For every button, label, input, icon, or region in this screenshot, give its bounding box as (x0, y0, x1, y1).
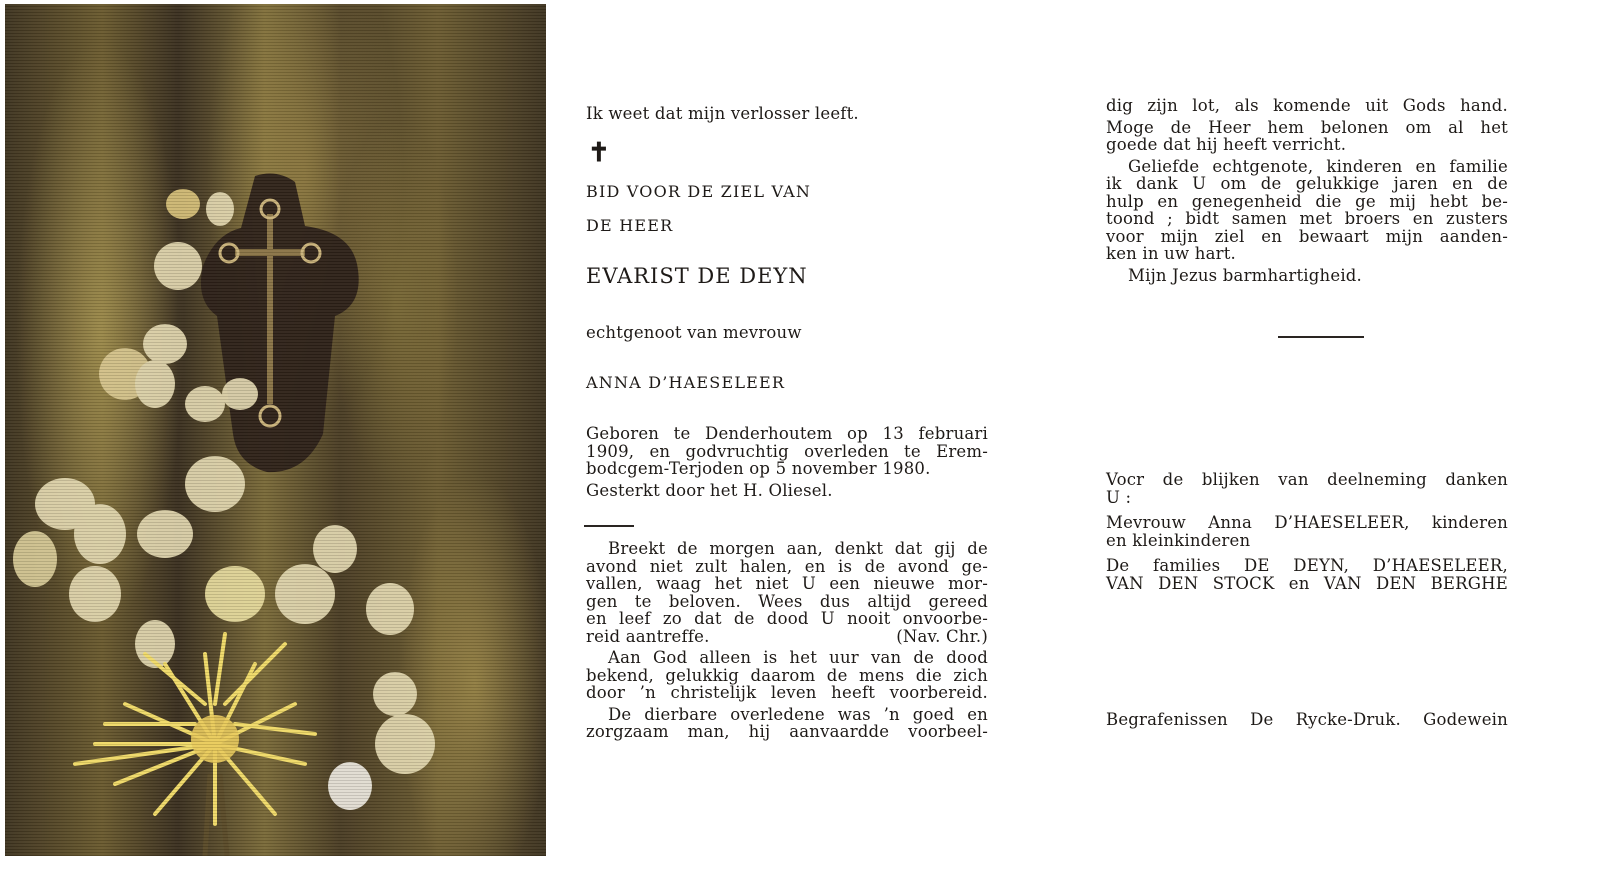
biography (586, 425, 988, 499)
thanks-line: U : (1106, 487, 1132, 507)
prayer-line: BID VOOR DE ZIEL VAN (586, 182, 812, 201)
verse-line: zorgzaam man, hij aanvaardde voorbeel- (586, 722, 988, 741)
printer-credit: Begrafenissen De Rycke-Druk. Godewein (1106, 710, 1508, 729)
verse-line: door ’n christelijk leven heeft voorbereid. (586, 683, 988, 702)
family-line: VAN DEN STOCK en VAN DEN BERGHE (1106, 573, 1508, 593)
farewell-line: Geliefde echtgenote, kinderen en familie (1128, 156, 1508, 176)
divider-rule (584, 525, 634, 527)
sacrament-line: Gesterkt door het H. Oliesel. (586, 480, 833, 500)
verse-line: reid aantreffe. (586, 626, 710, 646)
cross-icon: ✝ (588, 138, 610, 168)
verse-line: vallen, waag het niet U een nieuwe mor- (586, 574, 988, 593)
invocation: Mijn Jezus barmhartigheid. (1128, 265, 1363, 285)
farewell-line: voor mijn ziel en bewaart mijn aanden- (1106, 226, 1508, 246)
epigraph: Ik weet dat mijn verlosser leeft. (586, 104, 859, 123)
family-line: en kleinkinderen (1106, 530, 1251, 550)
title-line: DE HEER (586, 216, 674, 235)
family-line: Mevrouw Anna D’HAESELEER, kinderen (1106, 513, 1508, 532)
verse-line: De dierbare overledene was ’n goed en (608, 704, 988, 724)
closing-text (1106, 97, 1508, 284)
family-line: De families DE DEYN, D’HAESELEER, (1106, 556, 1508, 575)
farewell-line: toond ; bidt samen met broers en zusters (1106, 209, 1508, 228)
flower-stem (205, 774, 227, 856)
verse-line: Breekt de morgen aan, denkt dat gij de (608, 539, 988, 558)
verse-line: en leef zo dat de dood U nooit onvoorbe- (586, 609, 988, 628)
acknowledgements (1106, 471, 1508, 592)
honesty-seed-pods (13, 189, 435, 810)
thanks-line: Vocr de blijken van deelneming danken (1106, 470, 1508, 489)
memorial-photo (5, 4, 546, 856)
photo-illustration (5, 4, 546, 856)
verse-source: (Nav. Chr.) (896, 626, 988, 646)
verse-line: bekend, gelukkig daarom de mens die zich (586, 665, 988, 685)
farewell-line: ken in uw hart. (1106, 244, 1237, 263)
crucifix-plaque (201, 174, 359, 473)
farewell-line: ik dank U om de gelukkige jaren en de (1106, 174, 1508, 193)
bio-line: Geboren te Denderhoutem op 13 februari (586, 424, 988, 443)
bio-line: 1909, en godvruchtig overleden te Erem- (586, 441, 988, 461)
bio-line: bodcgem-Terjoden op 5 november 1980. (586, 459, 931, 478)
reward-line: Moge de Heer hem belonen om al het (1106, 117, 1508, 137)
deceased-name: EVARIST DE DEYN (586, 264, 808, 288)
spouse-intro: echtgenoot van mevrouw (586, 323, 802, 342)
verse-line: avond niet zult halen, en is de avond ge- (586, 556, 988, 576)
chrysanthemum-flower (75, 634, 315, 824)
continuation-line: dig zijn lot, als komende uit Gods hand. (1106, 96, 1508, 115)
verse-line: gen te beloven. Wees dus altijd gereed (586, 591, 988, 611)
verse-block (586, 540, 988, 741)
spouse-name: ANNA D’HAESELEER (586, 373, 786, 392)
verse-line: Aan God alleen is het uur van de dood (608, 648, 988, 667)
divider-rule (1278, 336, 1364, 338)
flower-center (191, 715, 239, 763)
farewell-line: hulp en genegenheid die ge mij hebt be- (1106, 191, 1508, 211)
reward-line: goede dat hij heeft verricht. (1106, 135, 1347, 154)
